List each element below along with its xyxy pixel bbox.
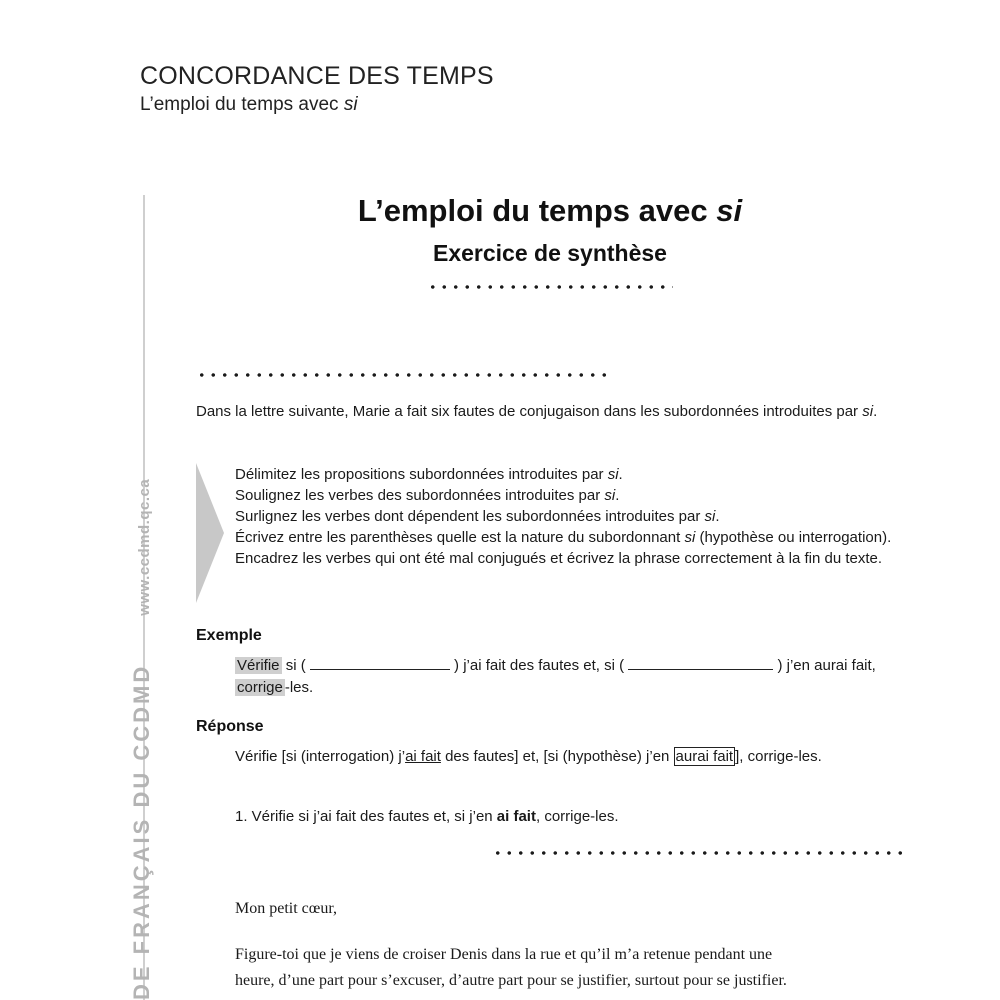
- publisher-url[interactable]: www.ccdmd.qc.ca: [136, 478, 153, 616]
- instructions-list: [235, 464, 903, 569]
- instruction-item: Surlignez les verbes dont dépendent les subordonnées introduites par si.: [235, 508, 720, 525]
- intro-paragraph: Dans la lettre suivante, Marie a fait six fautes de conjugaison dans les subordonnées introduites par si.: [196, 403, 878, 420]
- corrected-sentence: 1. Vérifie si j’ai fait des fautes et, si j’en ai fait, corrige-les.: [235, 808, 619, 825]
- response-label: Réponse: [196, 718, 264, 735]
- boxed-verb: aurai fait: [675, 748, 734, 765]
- publisher-name: DE FRANÇAIS DU CCDMD: [129, 663, 154, 1000]
- example-label: Exemple: [196, 627, 262, 644]
- section-title: CONCORDANCE DES TEMPS: [140, 62, 494, 90]
- dotted-divider: [492, 851, 906, 855]
- page-subtitle: Exercice de synthèse: [433, 240, 667, 266]
- answer-blank[interactable]: [310, 658, 450, 670]
- highlighted-verb: Vérifie: [237, 657, 280, 674]
- highlighted-verb: corrige: [237, 679, 283, 696]
- instruction-item: Soulignez les verbes des subordonnées introduites par si.: [235, 487, 620, 504]
- instruction-item: Encadrez les verbes qui ont été mal conjugués et écrivez la phrase correctement à la fin du texte.: [235, 550, 883, 567]
- title-dotted-divider: [427, 285, 673, 289]
- letter-line: Figure-toi que je viens de croiser Denis dans la rue et qu’il m’a retenue pendant une: [235, 946, 773, 963]
- instructions-arrow-icon: [196, 463, 224, 603]
- dotted-divider: [196, 373, 610, 377]
- instruction-item: Délimitez les propositions subordonnées introduites par si.: [235, 466, 623, 483]
- letter-line: heure, d’une part pour s’excuser, d’autre part pour se justifier, surtout pour se justifier.: [235, 972, 787, 989]
- response-sentence: Vérifie [si (interrogation) j’ai fait des fautes] et, [si (hypothèse) j’en aurai fait ], corrige-les.: [235, 748, 822, 765]
- example-sentence: Vérifie si ( ) j’ai fait des fautes et, si ( ) j’en aurai fait, corrige -les.: [237, 657, 876, 696]
- page-title: L’emploi du temps avec si: [357, 193, 743, 228]
- letter-body: [235, 942, 915, 994]
- publisher-sidebar: [129, 479, 155, 1000]
- section-subtitle: L’emploi du temps avec si: [140, 94, 358, 115]
- letter-greeting: Mon petit cœur,: [235, 900, 338, 917]
- underlined-verb: ai fait: [405, 748, 441, 765]
- instruction-item: Écrivez entre les parenthèses quelle est la nature du subordonnant si (hypothèse ou interrogation).: [235, 529, 892, 546]
- answer-blank[interactable]: [628, 658, 773, 670]
